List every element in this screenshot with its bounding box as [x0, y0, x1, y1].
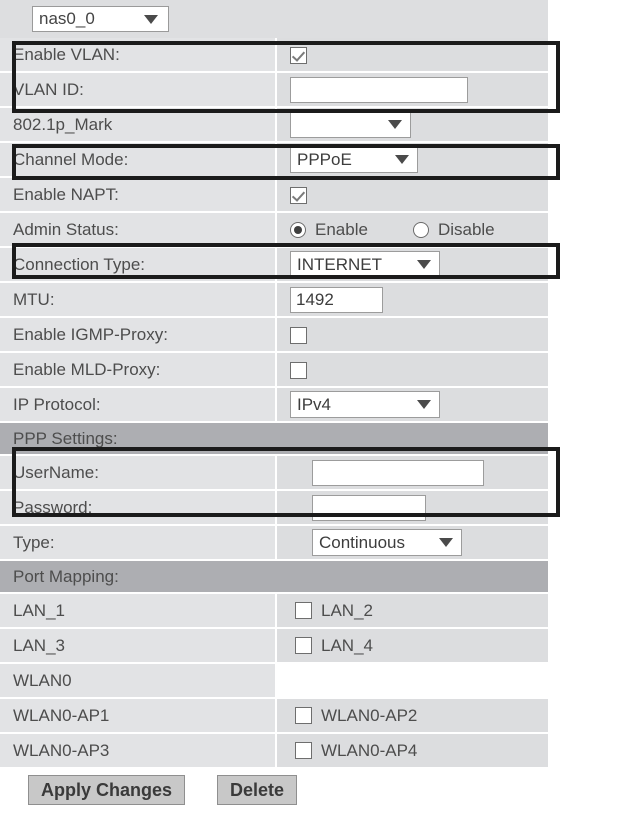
cell-connection-type [277, 248, 548, 283]
table-row-8021p-mark [0, 108, 548, 143]
cell-enable-igmp-proxy [277, 318, 548, 353]
table-row-enable-napt [0, 178, 548, 213]
cell-8021p-mark [277, 108, 548, 143]
channel-mode-value: PPPoE [297, 149, 352, 169]
admin-status-disable-radio[interactable] [413, 222, 429, 238]
chevron-down-icon [417, 400, 431, 409]
label-password: Password: [0, 491, 277, 526]
table-row-type [0, 526, 548, 561]
lan-2-checkbox[interactable] [295, 602, 312, 619]
port-mapping-right-lan-2 [277, 594, 548, 629]
apply-changes-button[interactable]: Apply Changes [28, 775, 185, 805]
enable-mld-proxy-checkbox[interactable] [290, 362, 307, 379]
wlan0-ap4-label: WLAN0-AP4 [321, 740, 418, 760]
table-row-ip-protocol [0, 388, 548, 423]
enable-vlan-checkbox[interactable] [290, 47, 307, 64]
8021p-mark-select[interactable] [290, 111, 411, 138]
cell-type [277, 526, 548, 561]
chevron-down-icon [417, 260, 431, 269]
table-row-channel-mode [0, 143, 548, 178]
cell-password [277, 491, 548, 526]
admin-status-disable-label: Disable [437, 219, 495, 239]
interface-selector-bar [0, 0, 548, 38]
table-row-connection-type [0, 248, 548, 283]
label-8021p-mark: 802.1p_Mark [0, 108, 277, 143]
username-input[interactable] [312, 460, 484, 486]
chevron-down-icon [388, 120, 402, 129]
port-mapping-left-lan-3: LAN_3 [0, 629, 277, 664]
vlan-id-input[interactable] [290, 77, 468, 103]
chevron-down-icon [439, 538, 453, 547]
table-row-password [0, 491, 548, 526]
port-mapping-right-lan-4 [277, 629, 548, 664]
wlan0-ap2-checkbox[interactable] [295, 707, 312, 724]
label-vlan-id: VLAN ID: [0, 73, 277, 108]
cell-enable-mld-proxy [277, 353, 548, 388]
wan-config-table [0, 38, 548, 769]
table-row [0, 734, 548, 769]
table-row-enable-mld-proxy [0, 353, 548, 388]
cell-ip-protocol [277, 388, 548, 423]
table-row-enable-vlan [0, 38, 548, 73]
interface-select-value: nas0_0 [39, 9, 95, 28]
label-ip-protocol: IP Protocol: [0, 388, 277, 423]
ip-protocol-select[interactable] [290, 391, 440, 418]
password-input[interactable] [312, 495, 426, 521]
lan-4-label: LAN_4 [321, 635, 373, 655]
cell-admin-status [277, 213, 548, 248]
connection-type-value: INTERNET [297, 254, 382, 274]
port-mapping-right-wlan0-ap2 [277, 699, 548, 734]
cell-mtu [277, 283, 548, 318]
ppp-settings-title: PPP Settings: [0, 423, 548, 456]
admin-status-enable-radio[interactable] [290, 222, 306, 238]
lan-4-checkbox[interactable] [295, 637, 312, 654]
label-mtu: MTU: [0, 283, 277, 318]
table-row [0, 629, 548, 664]
label-enable-vlan: Enable VLAN: [0, 38, 277, 73]
type-value: Continuous [319, 532, 406, 552]
mtu-input[interactable]: 1492 [290, 287, 383, 313]
ip-protocol-value: IPv4 [297, 394, 332, 414]
cell-enable-napt [277, 178, 548, 213]
label-type: Type: [0, 526, 277, 561]
port-mapping-left-lan-1: LAN_1 [0, 594, 277, 629]
button-row [28, 775, 297, 805]
port-mapping-title: Port Mapping: [0, 561, 548, 594]
admin-status-disable-option[interactable] [413, 220, 495, 240]
cell-vlan-id [277, 73, 548, 108]
table-row [0, 664, 548, 699]
label-enable-igmp-proxy: Enable IGMP-Proxy: [0, 318, 277, 353]
label-channel-mode: Channel Mode: [0, 143, 277, 178]
port-mapping-left-wlan0: WLAN0 [0, 664, 277, 699]
wlan0-ap2-label: WLAN0-AP2 [321, 705, 418, 725]
table-row-mtu [0, 283, 548, 318]
label-connection-type: Connection Type: [0, 248, 277, 283]
table-row [0, 699, 548, 734]
admin-status-enable-option[interactable] [290, 220, 368, 240]
lan-2-label: LAN_2 [321, 600, 373, 620]
label-username: UserName: [0, 456, 277, 491]
cell-username [277, 456, 548, 491]
port-mapping-right-wlan0-ap4 [277, 734, 548, 769]
table-row-vlan-id [0, 73, 548, 108]
connection-type-select[interactable] [290, 251, 440, 278]
chevron-down-icon [395, 155, 409, 164]
table-row-enable-igmp-proxy [0, 318, 548, 353]
type-select[interactable] [312, 529, 462, 556]
cell-channel-mode [277, 143, 548, 178]
label-enable-mld-proxy: Enable MLD-Proxy: [0, 353, 277, 388]
table-row [0, 594, 548, 629]
table-row-admin-status [0, 213, 548, 248]
interface-select[interactable] [32, 6, 169, 32]
delete-button[interactable]: Delete [217, 775, 297, 805]
section-header-port-mapping [0, 561, 548, 594]
table-row-username [0, 456, 548, 491]
label-enable-napt: Enable NAPT: [0, 178, 277, 213]
port-mapping-left-wlan0-ap3: WLAN0-AP3 [0, 734, 277, 769]
chevron-down-icon [144, 15, 158, 24]
section-header-ppp-settings [0, 423, 548, 456]
port-mapping-right-empty [277, 664, 548, 699]
channel-mode-select[interactable] [290, 146, 418, 173]
label-admin-status: Admin Status: [0, 213, 277, 248]
port-mapping-left-wlan0-ap1: WLAN0-AP1 [0, 699, 277, 734]
cell-enable-vlan [277, 38, 548, 73]
admin-status-enable-label: Enable [315, 219, 368, 239]
enable-igmp-proxy-checkbox[interactable] [290, 327, 307, 344]
enable-napt-checkbox[interactable] [290, 187, 307, 204]
wlan0-ap4-checkbox[interactable] [295, 742, 312, 759]
